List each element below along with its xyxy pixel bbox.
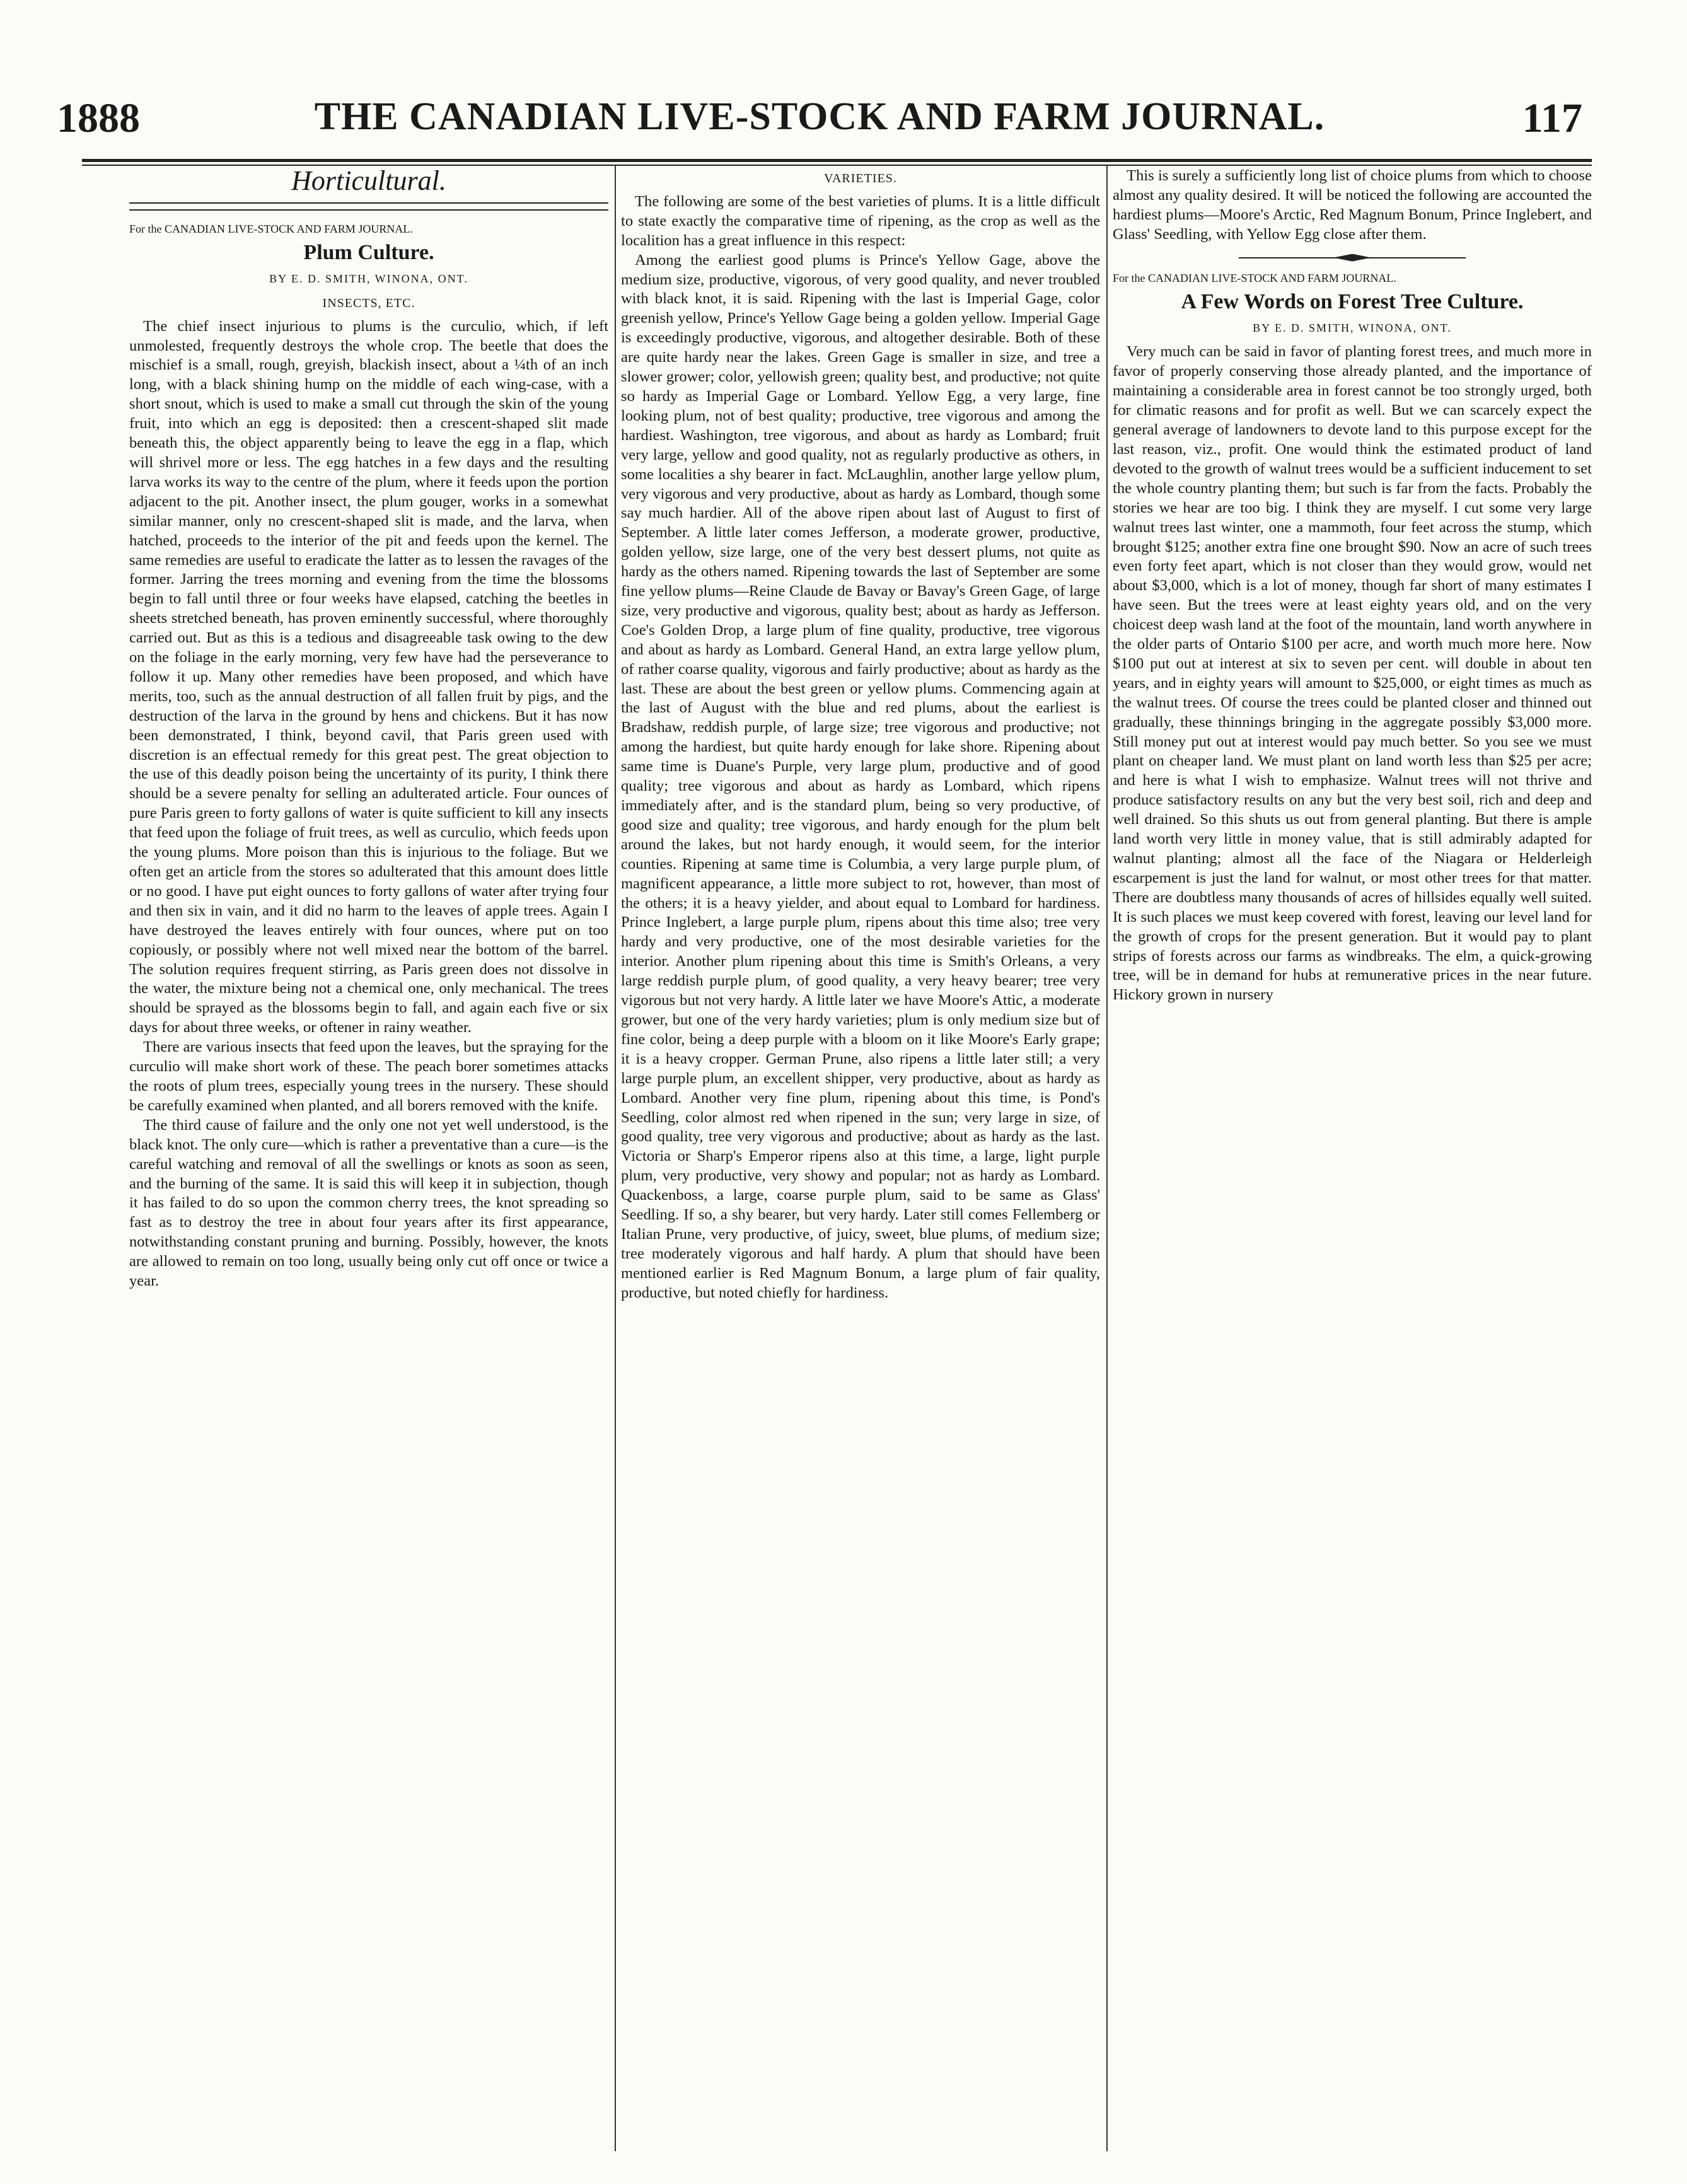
article-title: Plum Culture. (303, 240, 434, 264)
article-subheading: INSECTS, ETC. (322, 296, 415, 310)
journal-title: THE CANADIAN LIVE-STOCK AND FARM JOURNAL. (314, 95, 1325, 138)
paragraph: Among the earliest good plums is Prince's Yellow Gage, above the medium size, productive, vigorous, of very good quality, and never troubled with black knot, it is said. Ripening with the last is Imperial Gage, color greenish yellow, Prince's Yellow Gage being a golden yellow. Imperial Gage is exceedingly productive, vigorous, and altogether desirable. Both of these are quite hardy near the lakes. Green Gage is smaller in size, and tree a slower grower; color, yellowish green; quality best, and productive; not quite so hardy as Imperial Gage or Lombard. Yellow Egg, a very large, fine looking plum, not of best quality; productive, tree vigorous and among the hardiest. Washington, tree vigorous, and about as hardy as Lombard; fruit very large, yellow and good quality, not as regularly productive as others, in some localities a shy bearer in fact. McLaughlin, another large yellow plum, very vigorous and very productive, about as hardy as Lombard, though some say much hardier. All of the above ripen about last of August to first of September. A little later comes Jefferson, a moderate grower, productive, golden yellow, size large, one of the very best dessert plums, not quite as hardy as the others named. Ripening towards the last of September are some fine yellow plums—Reine Claude de Bavay or Bavay's Green Gage, of large size, very productive and vigorous, quality best; about as hardy as Jefferson. Coe's Golden Drop, a large plum of fine quality, productive, tree vigorous and about as hardy as Lombard. General Hand, an extra large yellow plum, of rather coarse quality, vigorous and fairly productive; about as hardy as the last. These are about the best green or yellow plums. Commencing again at the last of August with the blue and red plums, about the earliest is Bradshaw, reddish purple, of large size; tree vigorous and productive; not among the hardiest, but quite hardy enough for lake shore. Ripening about same time is Duane's Purple, very large plum, productive and of good quality; tree vigorous and about as hardy as Lombard, which ripens immediately after, and is the standard plum, being so very productive, of good size and quality; tree vigorous, and hardy enough for the plum belt around the lakes, but not hardy enough, it would seem, for the interior counties. Ripening at same time is Columbia, a very large purple plum, of magnificent appearance, a little more subject to rot, however, than most of the others; it is a heavy yielder, and about equal to Lombard for hardiness. Prince Inglebert, a large purple plum, ripens about this time also; tree very hardy and very productive, one of the most desirable varieties for the interior. Another plum ripening about this time is Smith's Orleans, a very large reddish purple plum, of good quality, a very heavy bearer; tree very vigorous but not very hardy. A little later we have Moore's Attic, a moderate grower, but one of the very hardy varieties; plum is only medium size but of fine color, being a deep purple with a bloom on it like Moore's Early grape; it is a heavy cropper. German Prune, also ripens a little later still; a very large purple plum, an excellent shipper, very productive, about as hardy as Lombard. Another very fine plum, ripening about this time, is Pond's Seedling, color almost red when ripened in the sun; very large in size, of good quality, tree very vigorous and productive; about as hardy as the last. Victoria or Sharp's Emperor ripens also at this time, a large, light purple plum, very productive, very showy and popular; not as hardy as Lombard. Quackenboss, a large, coarse purple plum, said to be same as Glass' Seedling. If so, a shy bearer, but very hardy. Later still comes Fellemberg or Italian Prune, very productive, of juicy, sweet, blue plums, of medium size; tree moderately vigorous and half hardy. A plum that should have been mentioned earlier is Red Magnum Bonum, a large plum of fair quality, productive, but noted chiefly for hardiness. (621, 251, 1100, 1301)
page-number: 117 (1522, 95, 1582, 141)
paragraph: The chief insect injurious to plums is the curculio, which, if left unmolested, frequently destroys the whole crop. The beetle that does the mischief is a small, rough, greyish, blackish insect, about a ¼th of an inch long, with a black shining hump on the middle of each wing-case, with a short snout, which is used to make a small cut through the skin of the young fruit, into which an egg is deposited: then a crescent-shaped slit made beneath this, the object apparently being to leave the egg in a flap, which will shrivel more or less. The egg hatches in a few days and the resulting larva works its way to the centre of the plum, where it feeds upon the portion adjacent to the pit. Another insect, the plum gouger, works in a somewhat similar manner, only no crescent-shaped slit is made, and the larva, when hatched, proceeds to the interior of the pit and feeds upon the kernel. The same remedies are useful to eradicate the latter as to lessen the ravages of the former. Jarring the trees morning and evening from the time the blossoms begin to fall until three or four weeks have elapsed, catching the beetles in sheets stretched beneath, has proven eminently successful, where thoroughly carried out. But as this is a tedious and disagreeable task owing to the dew on the foliage in the early morning, very few have had the perseverance to follow it up. Many other remedies have been proposed, and which have merits, too, such as the annual destruction of all fallen fruit by pigs, and the destruction of the larva in the ground by hens and chickens. But it has now been demonstrated, I think, beyond cavil, that Paris green used with discretion is an effectual remedy for this great pest. The great objection to the use of this deadly poison being the uncertainty of its purity, I think there should be a severe penalty for selling an adulterated article. Four ounces of pure Paris green to forty gallons of water is quite sufficient to kill any insects that feed upon the foliage of fruit trees, as well as curculio, which feeds upon the young plums. More poison than this is injurious to the foliage. But we often get an article from the stores so adulterated that this amount does little or no good. I have put eight ounces to forty gallons of water after trying four and then six in vain, and it did no harm to the leaves of apple trees. Again I have destroyed the leaves entirely with four ounces, where put on too copiously, or possibly where not well mixed near the bottom of the barrel. The solution requires frequent stirring, as Paris green does not dissolve in the water, the mixture being not a chemical one, only mechanical. The trees should be sprayed as the blossoms begin to fall, and again each five or six days for about three weeks, or oftener in rainy weather. (129, 317, 608, 1037)
paragraph: Very much can be said in favor of planting forest trees, and much more in favor of properly conserving those already planted, and the importance of maintaining a considerable area in forest cannot be too strongly urged, both for climatic reasons and for profit as well. But we can scarcely expect the general average of landowners to devote land to this purpose except for the last reason, viz., profit. One would think the estimated product of land devoted to the growth of walnut trees would be a sufficient inducement to set the whole country planting them; but such is far from the facts. Probably the stories we hear are too big. I think they are myself. I cut some very large walnut trees last winter, one a mammoth, four feet across the stump, which brought $125; another extra fine one brought $90. Now an acre of such trees even forty feet apart, which is not closer than they would grow, would net about $3,000, which is a lot of money, though far short of many estimates I have seen. But the trees were at least eighty years old, and on the very choicest deep wash land at the foot of the mountain, land worth anywhere in the older parts of Ontario $100 per acre, and worth much more here. Now $100 put out at interest at six to seven per cent. will double in about ten years, and in eighty years will amount to $25,000, or eight times as much as the walnut trees. Of course the trees could be planted closer and thinned out gradually, these thinnings bringing in the aggregate possibly $3,000 more. Still money put out at interest would pay much better. So you see we must plant on cheaper land. We must plant on land worth less than $25 per acre; and here is what I wish to emphasize. Walnut trees will not thrive and produce satisfactory results on any but the very best soil, rich and deep and well drained. So this shuts us out from general planting. But there is ample land worth very little in money value, that is still admirably adapted for walnut planting; almost all the face of the Niagara or Helderleigh escarpement is just the land for walnut, or most other trees for that matter. There are doubtless many thousands of acres of hillsides equally well suited. It is such places we must keep covered with forest, leaving our level land for the growth of crops for the present generation. But it would pay to plant strips of forests across our farms as windbreaks. The elm, a quick-growing tree, will be in demand for hubs at remunerative prices in the near future. Hickory grown in nursery (1113, 343, 1592, 1004)
paragraph: The third cause of failure and the only one not yet well understood, is the black knot. The only cure—which is rather a preventative than a cure—is the careful watching and removal of all the swellings or knots as soon as seen, and the burning of the same. It is said this will keep it in subjection, though it has failed to do so upon the common cherry trees, the knot spreading so fast as to destroy the tree in about four years after its first appearance, notwithstanding constant pruning and burning. Possibly, however, the knots are allowed to remain on too long, usually being only cut off once or twice a year. (129, 1116, 608, 1290)
column-2 (621, 166, 1100, 2152)
column-3 (1113, 166, 1592, 2152)
section-ornament (1113, 253, 1592, 262)
masthead-rule (82, 159, 1592, 162)
column-divider (1106, 165, 1108, 2151)
article-subheading: VARIETIES. (824, 171, 897, 185)
article-byline: BY E. D. SMITH, WINONA, ONT. (1253, 321, 1452, 334)
masthead-rule-thin (82, 165, 1592, 166)
section-rule (129, 202, 608, 211)
column-divider (615, 165, 616, 2151)
issue-year: 1888 (57, 95, 140, 141)
masthead (57, 95, 1582, 151)
column-1 (129, 166, 608, 2152)
article-source: For the CANADIAN LIVE-STOCK AND FARM JOURNAL. (1113, 271, 1396, 284)
paragraph: This is surely a sufficiently long list of choice plums from which to choose almost any quality desired. It will be noticed the following are accounted the hardiest plums—Moore's Arctic, Red Magnum Bonum, Prince Inglebert, and Glass' Seedling, with Yellow Egg close after them. (1113, 167, 1592, 243)
paragraph: The following are some of the best varieties of plums. It is a little difficult to state exactly the comparative time of ripening, as the crop as well as the localition has a great influence in this respect: (621, 192, 1100, 249)
article-source: For the CANADIAN LIVE-STOCK AND FARM JOURNAL. (129, 222, 413, 235)
department-heading: Horticultural. (291, 166, 446, 196)
article-title: A Few Words on Forest Tree Culture. (1181, 289, 1524, 313)
article-body (129, 317, 608, 1291)
paragraph: There are various insects that feed upon the leaves, but the spraying for the curculio will make short work of these. The peach borer sometimes attacks the roots of plum trees, especially young trees in the nursery. These should be carefully examined when planted, and all borers removed with the knife. (129, 1038, 608, 1114)
article-byline: BY E. D. SMITH, WINONA, ONT. (269, 272, 468, 285)
